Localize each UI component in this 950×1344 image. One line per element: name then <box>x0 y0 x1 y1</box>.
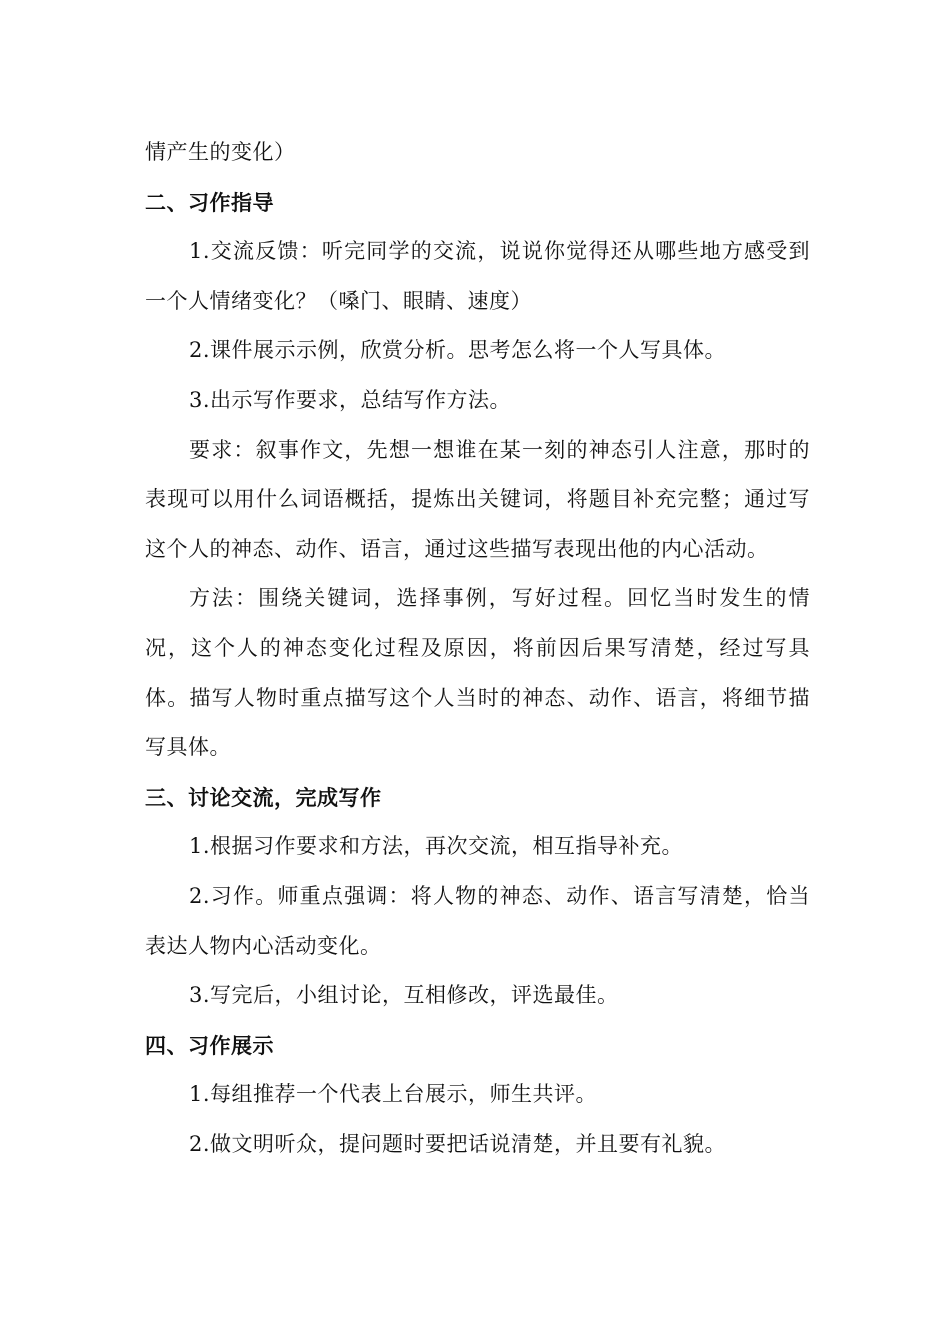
paragraph: 2.习作。师重点强调：将人物的神态、动作、语言写清楚，恰当表达人物内心活动变化。 <box>145 883 810 958</box>
paragraph: 3.出示写作要求，总结写作方法。 <box>189 387 512 412</box>
requirements-paragraph: 要求：叙事作文，先想一想谁在某一刻的神态引人注意，那时的表现可以用什么词语概括，提炼出关键词，将题目补充完整；通过写这个人的神态、动作、语言，通过这些描写表现出他的内心活动。 <box>145 437 810 561</box>
section-heading-discussion: 三、讨论交流，完成写作 <box>145 784 382 810</box>
methods-paragraph: 方法：围绕关键词，选择事例，写好过程。回忆当时发生的情况，这个人的神态变化过程及原因，将前因后果写清楚，经过写具体。描写人物时重点描写这个人当时的神态、动作、语言，将细节描写具体。 <box>145 586 810 760</box>
paragraph: 3.写完后，小组讨论，互相修改，评选最佳。 <box>189 983 619 1008</box>
paragraph: 1.根据习作要求和方法，再次交流，相互指导补充。 <box>189 834 684 859</box>
document-body <box>145 128 810 1169</box>
paragraph: 1.交流反馈：听完同学的交流，说说你觉得还从哪些地方感受到一个人情绪变化？（嗓门、眼睛、速度） <box>145 239 810 313</box>
paragraph: 2.课件展示示例，欣赏分析。思考怎么将一个人写具体。 <box>189 338 727 363</box>
continued-line: 情产生的变化） <box>145 140 296 164</box>
paragraph: 1.每组推荐一个代表上台展示，师生共评。 <box>189 1082 598 1107</box>
section-heading-showcase: 四、习作展示 <box>145 1032 274 1058</box>
section-heading-guidance: 二、习作指导 <box>145 189 274 215</box>
paragraph: 2.做文明听众，提问题时要把话说清楚，并且要有礼貌。 <box>189 1131 727 1156</box>
